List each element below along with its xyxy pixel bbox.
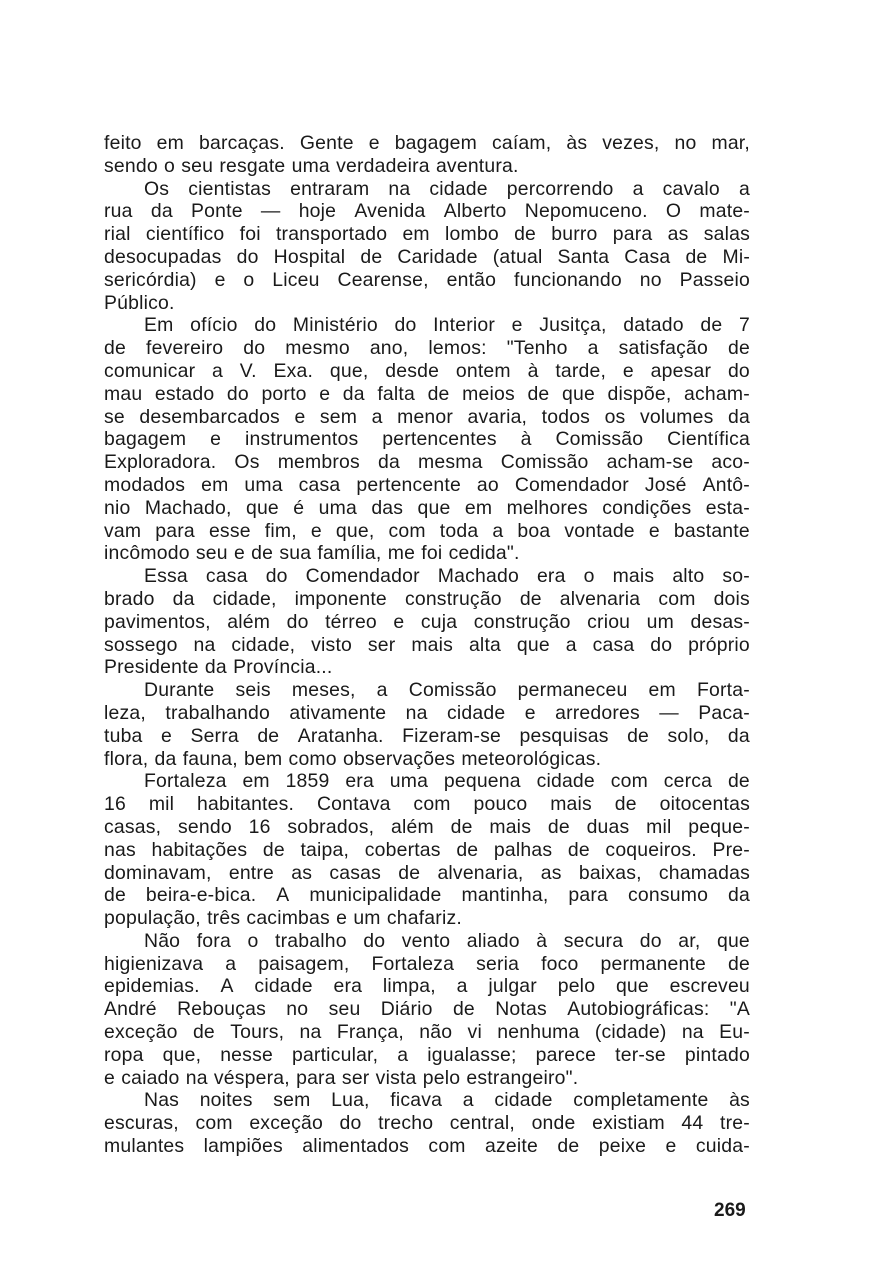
text-line: modados em uma casa pertencente ao Comendador José Antô-: [104, 473, 750, 496]
text-line: mulantes lampiões alimentados com azeite de peixe e cuida-: [104, 1135, 750, 1158]
text-line: dominavam, entre as casas de alvenaria, as baixas, chamadas: [104, 861, 750, 884]
text-line: leza, trabalhando ativamente na cidade e arredores — Paca-: [104, 701, 750, 724]
text-line: rua da Ponte — hoje Avenida Alberto Nepomuceno. O mate-: [104, 200, 750, 223]
text-line: se desembarcados e sem a menor avaria, todos os volumes da: [104, 405, 750, 428]
text-line: Nas noites sem Lua, ficava a cidade completamente às: [144, 1089, 750, 1112]
text-line: 16 mil habitantes. Contava com pouco mais de oitocentas: [104, 793, 750, 816]
text-line: escuras, com exceção do trecho central, onde existiam 44 tre-: [104, 1112, 750, 1135]
text-line: Presidente da Província...: [104, 656, 333, 679]
text-line: e caiado na véspera, para ser vista pelo estrangeiro".: [104, 1066, 579, 1089]
text-line: desocupadas do Hospital de Caridade (atual Santa Casa de Mi-: [104, 245, 750, 268]
text-line: Durante seis meses, a Comissão permaneceu em Forta-: [144, 679, 750, 702]
text-line: vam para esse fim, e que, com toda a boa vontade e bastante: [104, 519, 750, 542]
text-line: casas, sendo 16 sobrados, além de mais de duas mil peque-: [104, 815, 750, 838]
text-line: sendo o seu resgate uma verdadeira aventura.: [104, 154, 519, 177]
text-line: epidemias. A cidade era limpa, a julgar pelo que escreveu: [104, 975, 750, 998]
text-line: bagagem e instrumentos pertencentes à Comissão Científica: [104, 428, 750, 451]
text-line: higienizava a paisagem, Fortaleza seria foco permanente de: [104, 952, 750, 975]
text-line: ropa que, nesse particular, a igualasse; parece ter-se pintado: [104, 1043, 750, 1066]
text-line: Os cientistas entraram na cidade percorrendo a cavalo a: [144, 177, 750, 200]
text-line: mau estado do porto e da falta de meios de que dispõe, acham-: [104, 382, 750, 405]
text-line: brado da cidade, imponente construção de alvenaria com dois: [104, 587, 750, 610]
text-line: incômodo seu e de sua família, me foi cedida".: [104, 542, 520, 565]
text-line: flora, da fauna, bem como observações meteorológicas.: [104, 747, 602, 770]
text-line: nio Machado, que é uma das que em melhores condições esta-: [104, 496, 750, 519]
text-line: sossego na cidade, visto ser mais alta que a casa do próprio: [104, 633, 750, 656]
text-line: Essa casa do Comendador Machado era o mais alto so-: [144, 565, 750, 588]
text-line: André Rebouças no seu Diário de Notas Autobiográficas: "A: [104, 998, 750, 1021]
text-line: sericórdia) e o Liceu Cearense, então funcionando no Passeio: [104, 268, 750, 291]
text-line: nas habitações de taipa, cobertas de palhas de coqueiros. Pre-: [104, 838, 750, 861]
text-line: feito em barcaças. Gente e bagagem caíam, às vezes, no mar,: [104, 132, 750, 154]
text-line: Exploradora. Os membros da mesma Comissão acham-se aco-: [104, 451, 750, 474]
text-line: Público.: [104, 291, 175, 314]
text-line: rial científico foi transportado em lombo de burro para as salas: [104, 223, 750, 246]
text-line: população, três cacimbas e um chafariz.: [104, 907, 462, 930]
body-text: [104, 132, 750, 1158]
text-line: tuba e Serra de Aratanha. Fizeram-se pesquisas de solo, da: [104, 724, 750, 747]
text-line: comunicar a V. Exa. que, desde ontem à tarde, e apesar do: [104, 359, 750, 382]
text-line: de fevereiro do mesmo ano, lemos: "Tenho a satisfação de: [104, 337, 750, 360]
text-line: de beira-e-bica. A municipalidade mantinha, para consumo da: [104, 884, 750, 907]
text-line: Fortaleza em 1859 era uma pequena cidade com cerca de: [144, 770, 750, 793]
text-line: exceção de Tours, na França, não vi nenhuma (cidade) na Eu-: [104, 1021, 750, 1044]
text-line: pavimentos, além do térreo e cuja construção criou um desas-: [104, 610, 750, 633]
text-line: Em ofício do Ministério do Interior e Jusitça, datado de 7: [144, 314, 750, 337]
text-line: Não fora o trabalho do vento aliado à secura do ar, que: [144, 929, 750, 952]
page-number: 269: [714, 1200, 746, 1221]
